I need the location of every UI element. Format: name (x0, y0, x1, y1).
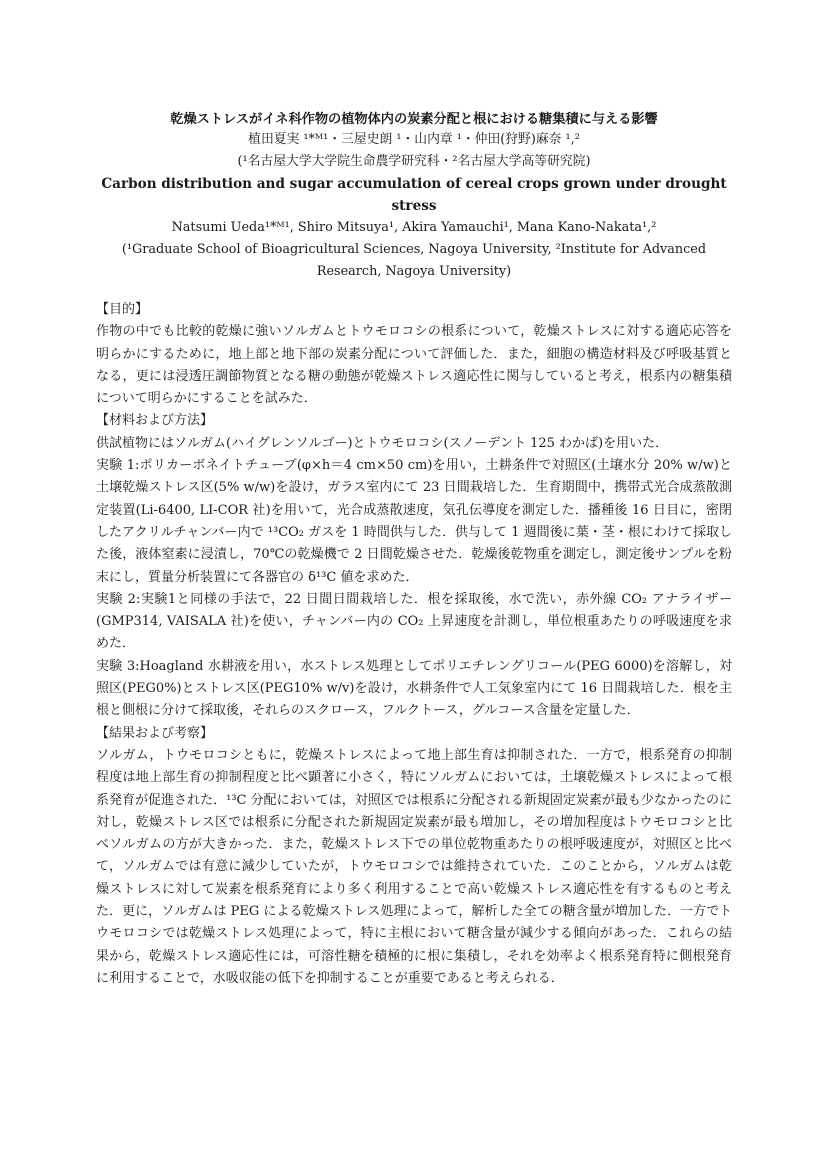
results-paragraph: ソルガム，トウモロコシともに，乾燥ストレスによって地上部生育は抑制された．一方で，根系発育の抑制程度は地上部生育の抑制程度と比べ顕著に小さく，特にソルガムにおいては，土壌乾燥ストレスによって根系発育が促進された．¹³C 分配においては，対照区では根系に分配される新規固定炭素が最も少なかったのに対し，乾燥ストレス区では根系に分配された新規固定炭素が最も増加し，その増加程度はトウモロコシと比べソルガムの方が大きかった．また，乾燥ストレス下での単位乾物重あたりの根呼吸速度が，対照区と比べて，ソルガムでは有意に減少していたが，トウモロコシでは維持されていた．このことから，ソルガムは乾燥ストレスに対して炭素を根系発育により多く利用することで高い乾燥ストレス適応性を有するものと考えた．更に，ソルガムは PEG による乾燥ストレス処理によって，解析した全ての糖含量が増加した．一方でトウモロコシでは乾燥ストレス処理によって，特に主根において糖含量が減少する傾向があった．これらの結果から，乾燥ストレス適応性には，可溶性糖を積極的に根に集積し，それを効率よく根系発育特に側根発育に利用することで，水吸収能の低下を抑制することが重要であると考えられる． (96, 747, 732, 986)
affiliations-japanese: (¹名古屋大学大学院生命農学研究科・²名古屋大学高等研究院) (237, 154, 591, 169)
methods-paragraph-experiment-3: 実験 3:Hoagland 水耕液を用い，水ストレス処理としてポリエチレングリコール(PEG 6000)を溶解し，対照区(PEG0%)とストレス区(PEG10% w/v)を設け，水耕条件で人工気象室内にて 16 日間栽培した．根を主根と側根に分けて採取後，それらのスクロース，フルクトース，グルコース含量を定量した． (96, 658, 732, 719)
paper-header (96, 110, 732, 283)
purpose-paragraph: 作物の中でも比較的乾燥に強いソルガムとトウモロコシの根系について，乾燥ストレスに対する適応応答を明らかにするために，地上部と地下部の炭素分配について評価した．また，細胞の構造材料及び呼吸基質となる，更には浸透圧調節物質となる糖の動態が乾燥ストレス適応性に関与していると考え，根系内の糖集積について明らかにすることを試みた． (96, 324, 732, 407)
authors-japanese: 植田夏実 ¹*ᴹ¹・三屋史朗 ¹・山内章 ¹・仲田(狩野)麻奈 ¹,² (248, 132, 580, 147)
paper-page (96, 110, 732, 990)
paper-title-english: Carbon distribution and sugar accumulation of cereal crops grown under drought stress (101, 176, 727, 214)
affiliations-english: (¹Graduate School of Bioagricultural Sciences, Nagoya University, ²Institute for Advanced Research, Nagoya University) (121, 242, 707, 279)
paper-title-japanese: 乾燥ストレスがイネ科作物の植物体内の炭素分配と根における糖集積に与える影響 (170, 112, 658, 127)
purpose-heading: 【目的】 (96, 302, 149, 317)
methods-paragraph-experiment-2: 実験 2:実験1と同様の手法で，22 日間日間栽培した．根を採取後，水で洗い，赤外線 CO₂ アナライザー(GMP314, VAISALA 社)を使い，チャンバー内の CO₂ 上昇速度を計測し，単位根重あたりの呼吸速度を求めた． (96, 591, 732, 652)
authors-english: Natsumi Ueda¹*ᴹ¹, Shiro Mitsuya¹, Akira Yamauchi¹, Mana Kano-Nakata¹,² (171, 220, 657, 235)
methods-heading: 【材料および方法】 (96, 413, 214, 429)
methods-paragraph-plants: 供試植物にはソルガム(ハイグレンソルゴー)とトウモロコシ(スノーデント 125 わかば)を用いた． (96, 435, 669, 451)
results-heading: 【結果および考察】 (96, 725, 214, 741)
methods-paragraph-experiment-1: 実験 1:ポリカーボネイトチューブ(φ×h＝4 cm×50 cm)を用い，土耕条件で対照区(土壌水分 20% w/w)と土壌乾燥ストレス区(5% w/w)を設け，ガラス室内にて 23 日間栽培した．生育期間中，携帯式光合成蒸散測定装置(Li-6400, LI-COR 社)を用いて，光合成蒸散速度，気孔伝導度を測定した．播種後 16 日目に，密閉したアクリルチャンバー内で ¹³CO₂ ガスを 1 時間供与した．供与して 1 週間後に葉・茎・根にわけて採取した後，液体窒素に浸漬し，70℃の乾燥機で 2 日間乾燥させた．乾燥後乾物重を測定し，測定後サンプルを粉末にし，質量分析装置にて各器官の δ¹³C 値を求めた． (96, 458, 732, 585)
paper-body (96, 299, 732, 990)
